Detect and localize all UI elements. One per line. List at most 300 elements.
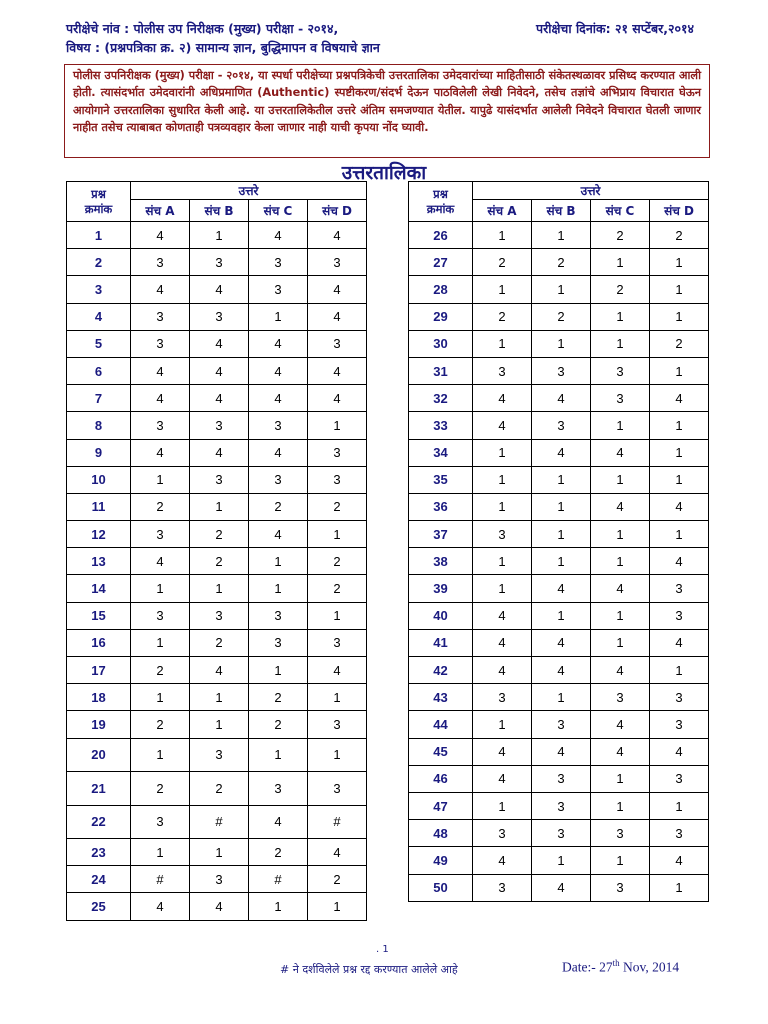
question-number: 49: [409, 847, 473, 874]
table-row: [409, 738, 709, 765]
answer-set-b: 3: [532, 820, 591, 847]
table-row: [67, 548, 367, 575]
answer-set-b: 1: [190, 839, 249, 866]
answer-set-b: 1: [190, 493, 249, 520]
answer-set-a: 3: [131, 805, 190, 839]
question-number: 44: [409, 711, 473, 738]
answer-set-b: 3: [190, 866, 249, 893]
answer-set-d: 3: [650, 711, 709, 738]
question-number: 47: [409, 792, 473, 819]
answer-set-c: 1: [591, 521, 650, 548]
answer-set-a: 2: [131, 493, 190, 520]
table-row: [409, 792, 709, 819]
answer-set-b: 1: [532, 466, 591, 493]
question-number: 7: [67, 385, 131, 412]
answer-set-c: 3: [249, 276, 308, 303]
answer-set-a: 4: [131, 276, 190, 303]
answer-set-d: 4: [650, 629, 709, 656]
answer-set-b: 2: [190, 629, 249, 656]
answer-set-c: 2: [249, 493, 308, 520]
answer-set-c: 3: [249, 466, 308, 493]
answer-set-a: 1: [473, 330, 532, 357]
answer-set-c: 3: [591, 357, 650, 384]
answer-set-b: 4: [190, 439, 249, 466]
table-row: [67, 738, 367, 772]
answer-set-d: 1: [650, 466, 709, 493]
table-row: [409, 493, 709, 520]
revision-notice: पोलीस उपनिरीक्षक (मुख्य) परीक्षा - २०१४, या स्पर्धा परीक्षेच्या प्रश्नपत्रिकेची उत्तरतालिका उमेदवारांच्या माहितीसाठी संकेतस्थळावर प्रसिध्द करण्यात आली होती. त्यासंदर्भात उमेदवारांनी अधिप्रमाणित (Authentic) स्पष्टीकरण/संदर्भ देऊन पाठविलेली लेखी निवेदने, तसेच तज्ञांचे अभिप्राय विचारात घेऊन आयोगाने उत्तरतालिका सुधारित केली आहे. या उत्तरतालिकेतील उत्तरे अंतिम समजण्यात येतील. यापुढे यासंदर्भात आलेली निवेदने विचारात घेतली जाणार नाहीत तसेच त्याबाबत कोणताही पत्रव्यवहार केला जाणार नाही याची कृपया नोंद घ्यावी.: [64, 64, 710, 158]
answer-set-b: 3: [532, 792, 591, 819]
answer-set-d: 3: [308, 711, 367, 738]
question-number: 26: [409, 222, 473, 249]
answer-set-b: 2: [190, 548, 249, 575]
question-number: 48: [409, 820, 473, 847]
answer-set-d: 4: [650, 847, 709, 874]
header-set-c: संच C: [249, 200, 308, 222]
answer-set-d: 2: [308, 866, 367, 893]
question-number: 32: [409, 385, 473, 412]
question-number: 35: [409, 466, 473, 493]
table-row: [67, 602, 367, 629]
answer-set-a: 2: [131, 657, 190, 684]
question-number: 46: [409, 765, 473, 792]
answer-set-c: 1: [591, 330, 650, 357]
question-number: 39: [409, 575, 473, 602]
table-row: [409, 711, 709, 738]
answer-set-a: 1: [131, 738, 190, 772]
table-row: [67, 684, 367, 711]
answer-set-a: 1: [473, 466, 532, 493]
answer-set-a: 3: [473, 820, 532, 847]
table-row: [67, 893, 367, 920]
answer-set-d: #: [308, 805, 367, 839]
table-row: [409, 385, 709, 412]
answer-set-c: 3: [591, 385, 650, 412]
answer-set-b: 3: [532, 765, 591, 792]
answer-set-d: 4: [650, 738, 709, 765]
answer-set-a: 2: [473, 303, 532, 330]
answer-set-c: #: [249, 866, 308, 893]
answer-set-a: 3: [131, 412, 190, 439]
table-row: [409, 575, 709, 602]
table-row: [409, 521, 709, 548]
answer-set-a: 3: [131, 602, 190, 629]
answer-set-b: 3: [532, 357, 591, 384]
answer-set-a: 4: [473, 602, 532, 629]
answer-set-c: 4: [249, 521, 308, 548]
answer-set-c: 2: [249, 711, 308, 738]
question-number: 45: [409, 738, 473, 765]
answer-set-d: 1: [308, 521, 367, 548]
header-set-b: संच B: [532, 200, 591, 222]
question-number: 50: [409, 874, 473, 901]
answer-set-d: 2: [308, 575, 367, 602]
answer-set-b: 2: [190, 521, 249, 548]
answer-set-b: 4: [532, 657, 591, 684]
table-row: [67, 330, 367, 357]
answer-set-d: 3: [308, 466, 367, 493]
question-number: 40: [409, 602, 473, 629]
answer-set-c: 4: [249, 222, 308, 249]
answer-set-d: 1: [308, 738, 367, 772]
answer-set-c: 2: [591, 276, 650, 303]
answer-set-d: 1: [650, 521, 709, 548]
answer-set-c: 4: [591, 493, 650, 520]
answer-set-c: 1: [591, 602, 650, 629]
answer-set-b: 4: [532, 629, 591, 656]
answer-set-d: 3: [650, 602, 709, 629]
question-number: 15: [67, 602, 131, 629]
question-number: 2: [67, 249, 131, 276]
answer-set-c: 3: [591, 820, 650, 847]
answer-set-a: 1: [473, 548, 532, 575]
table-row: [67, 276, 367, 303]
exam-subject: विषय : (प्रश्नपत्रिका क्र. २) सामान्य ज्ञान, बुद्धिमापन व विषयाचे ज्ञान: [66, 40, 380, 55]
table-row: [409, 330, 709, 357]
answer-set-d: 3: [650, 820, 709, 847]
answer-set-a: 1: [131, 629, 190, 656]
question-number: 11: [67, 493, 131, 520]
table-row: [67, 805, 367, 839]
table-row: [409, 874, 709, 901]
answer-set-b: 4: [190, 276, 249, 303]
answer-set-b: 1: [532, 330, 591, 357]
answer-set-b: 4: [190, 385, 249, 412]
answer-set-a: 4: [131, 548, 190, 575]
answer-set-a: 4: [131, 357, 190, 384]
answer-set-c: 1: [249, 657, 308, 684]
answer-set-d: 4: [308, 303, 367, 330]
answer-set-b: 4: [532, 575, 591, 602]
question-number: 37: [409, 521, 473, 548]
answer-set-a: 1: [131, 466, 190, 493]
table-row: [409, 820, 709, 847]
table-row: [409, 249, 709, 276]
table-row: [67, 839, 367, 866]
answer-set-a: 4: [131, 439, 190, 466]
table-row: [409, 357, 709, 384]
answer-set-c: 3: [591, 874, 650, 901]
revision-date: Date:- 27th Nov, 2014: [562, 958, 680, 975]
answer-set-b: 3: [190, 303, 249, 330]
answer-set-a: 1: [131, 839, 190, 866]
answer-set-c: 1: [591, 249, 650, 276]
answer-set-c: 1: [591, 792, 650, 819]
answer-set-a: 1: [473, 792, 532, 819]
answer-set-b: 1: [532, 602, 591, 629]
answer-set-d: 1: [650, 276, 709, 303]
table-row: [67, 575, 367, 602]
answer-set-b: 1: [532, 548, 591, 575]
answer-set-a: 4: [473, 765, 532, 792]
table-row: [409, 276, 709, 303]
answer-set-d: 3: [308, 249, 367, 276]
answer-set-d: 3: [308, 772, 367, 806]
table-row: [67, 412, 367, 439]
table-row: [67, 249, 367, 276]
answer-set-b: 1: [190, 711, 249, 738]
question-number: 30: [409, 330, 473, 357]
answer-set-d: 1: [308, 684, 367, 711]
answer-set-c: 1: [591, 629, 650, 656]
answer-set-b: 1: [532, 521, 591, 548]
answer-set-b: 1: [532, 276, 591, 303]
table-row: [409, 629, 709, 656]
question-number: 43: [409, 684, 473, 711]
question-number: 3: [67, 276, 131, 303]
answer-set-b: 4: [190, 657, 249, 684]
table-row: [67, 493, 367, 520]
answer-set-c: 4: [249, 385, 308, 412]
question-number: 33: [409, 412, 473, 439]
answer-set-b: 1: [190, 684, 249, 711]
answer-set-c: 4: [249, 439, 308, 466]
answer-set-d: 1: [650, 412, 709, 439]
answer-set-a: 3: [473, 357, 532, 384]
answer-set-a: 4: [473, 657, 532, 684]
question-number: 27: [409, 249, 473, 276]
answer-set-c: 1: [249, 303, 308, 330]
answer-set-c: 1: [591, 303, 650, 330]
answer-set-b: 4: [190, 357, 249, 384]
answer-set-d: 1: [650, 357, 709, 384]
table-row: [409, 439, 709, 466]
exam-name: परीक्षेचे नांव : पोलीस उप निरीक्षक (मुख्य) परीक्षा - २०१४,: [66, 21, 339, 36]
answer-set-b: 1: [532, 847, 591, 874]
answer-set-a: 1: [473, 222, 532, 249]
question-number: 9: [67, 439, 131, 466]
answer-set-c: 1: [249, 548, 308, 575]
answer-set-a: 1: [473, 439, 532, 466]
answer-set-d: 4: [308, 657, 367, 684]
table-row: [409, 657, 709, 684]
answer-set-c: 3: [249, 629, 308, 656]
question-number: 14: [67, 575, 131, 602]
table-row: [409, 847, 709, 874]
answer-set-d: 3: [308, 629, 367, 656]
question-number: 29: [409, 303, 473, 330]
question-number: 36: [409, 493, 473, 520]
table-row: [67, 521, 367, 548]
question-number: 12: [67, 521, 131, 548]
question-number: 22: [67, 805, 131, 839]
table-row: [409, 412, 709, 439]
answer-set-a: 3: [131, 249, 190, 276]
answer-set-d: 3: [308, 439, 367, 466]
answer-set-b: 4: [532, 874, 591, 901]
answer-set-d: 3: [308, 330, 367, 357]
table-row: [67, 772, 367, 806]
answer-set-b: 3: [190, 602, 249, 629]
answer-set-a: 1: [131, 575, 190, 602]
answer-set-d: 4: [308, 222, 367, 249]
question-number: 34: [409, 439, 473, 466]
answer-set-b: 2: [190, 772, 249, 806]
question-number: 41: [409, 629, 473, 656]
table-row: [67, 222, 367, 249]
answer-set-a: 3: [131, 521, 190, 548]
answer-set-a: 4: [473, 412, 532, 439]
question-number: 31: [409, 357, 473, 384]
question-number: 25: [67, 893, 131, 920]
answer-set-a: 1: [473, 575, 532, 602]
table-row: [67, 657, 367, 684]
question-number: 18: [67, 684, 131, 711]
answer-key-table-right: [408, 181, 709, 902]
answer-set-c: 1: [249, 738, 308, 772]
answer-set-a: 3: [473, 521, 532, 548]
answer-set-b: 3: [190, 412, 249, 439]
answer-set-c: 3: [591, 684, 650, 711]
answer-set-a: 4: [131, 222, 190, 249]
header-set-d: संच D: [650, 200, 709, 222]
question-number: 17: [67, 657, 131, 684]
table-row: [67, 711, 367, 738]
table-row: [409, 466, 709, 493]
answer-set-c: 4: [249, 330, 308, 357]
answer-set-d: 4: [650, 493, 709, 520]
answer-set-a: 4: [473, 385, 532, 412]
answer-set-c: 1: [591, 412, 650, 439]
answer-set-c: 3: [249, 602, 308, 629]
answer-set-c: 1: [249, 893, 308, 920]
answer-set-d: 3: [650, 684, 709, 711]
answer-set-d: 1: [308, 412, 367, 439]
answer-set-d: 1: [308, 893, 367, 920]
answer-set-d: 1: [308, 602, 367, 629]
page-title: उत्तरतालिका: [341, 162, 427, 184]
question-number: 10: [67, 466, 131, 493]
answer-set-b: 1: [532, 222, 591, 249]
answer-set-c: 1: [591, 847, 650, 874]
answer-set-b: 1: [532, 493, 591, 520]
answer-set-a: 3: [473, 684, 532, 711]
answer-set-c: 4: [591, 738, 650, 765]
answer-set-d: 4: [308, 357, 367, 384]
answer-set-d: 4: [650, 548, 709, 575]
answer-set-d: 1: [650, 657, 709, 684]
question-number: 20: [67, 738, 131, 772]
answer-set-b: 3: [190, 738, 249, 772]
answer-set-b: 2: [532, 249, 591, 276]
answer-set-d: 1: [650, 249, 709, 276]
question-number: 16: [67, 629, 131, 656]
question-number: 21: [67, 772, 131, 806]
answer-set-c: 2: [249, 684, 308, 711]
answer-set-a: 1: [473, 493, 532, 520]
answer-set-a: 3: [131, 330, 190, 357]
answer-set-c: 3: [249, 412, 308, 439]
answer-set-a: 4: [131, 893, 190, 920]
header-answers: उत्तरे: [473, 182, 709, 200]
answer-set-a: 2: [473, 249, 532, 276]
answer-set-a: #: [131, 866, 190, 893]
answer-set-c: 2: [249, 839, 308, 866]
header-set-a: संच A: [473, 200, 532, 222]
answer-set-d: 4: [650, 385, 709, 412]
answer-set-b: 1: [190, 222, 249, 249]
answer-set-c: 4: [591, 711, 650, 738]
exam-date: परीक्षेचा दिनांक: २१ सप्टेंबर,२०१४: [536, 21, 694, 36]
answer-set-d: 2: [650, 330, 709, 357]
answer-set-d: 2: [308, 493, 367, 520]
answer-set-d: 4: [308, 839, 367, 866]
question-number: 24: [67, 866, 131, 893]
answer-set-a: 1: [131, 684, 190, 711]
answer-set-b: 3: [532, 412, 591, 439]
table-row: [67, 866, 367, 893]
answer-set-d: 1: [650, 303, 709, 330]
table-row: [409, 765, 709, 792]
answer-set-d: 1: [650, 439, 709, 466]
answer-set-c: 4: [249, 357, 308, 384]
question-number: 28: [409, 276, 473, 303]
answer-set-c: 3: [249, 249, 308, 276]
question-number: 1: [67, 222, 131, 249]
header-question-number: प्रश्न क्रमांक: [67, 182, 131, 222]
table-row: [67, 385, 367, 412]
header-set-c: संच C: [591, 200, 650, 222]
answer-set-b: 1: [532, 684, 591, 711]
answer-set-a: 2: [131, 772, 190, 806]
answer-set-b: 4: [532, 439, 591, 466]
answer-set-b: 1: [190, 575, 249, 602]
answer-set-d: 2: [650, 222, 709, 249]
answer-set-a: 1: [473, 276, 532, 303]
table-row: [409, 222, 709, 249]
answer-set-c: 4: [249, 805, 308, 839]
answer-set-d: 4: [308, 385, 367, 412]
header-set-a: संच A: [131, 200, 190, 222]
answer-set-a: 3: [473, 874, 532, 901]
answer-set-d: 2: [308, 548, 367, 575]
question-number: 42: [409, 657, 473, 684]
answer-set-b: #: [190, 805, 249, 839]
question-number: 23: [67, 839, 131, 866]
answer-set-c: 1: [591, 765, 650, 792]
table-row: [67, 466, 367, 493]
table-row: [67, 303, 367, 330]
table-row: [409, 602, 709, 629]
answer-set-c: 1: [249, 575, 308, 602]
answer-set-b: 3: [532, 711, 591, 738]
answer-set-b: 3: [190, 249, 249, 276]
header-answers: उत्तरे: [131, 182, 367, 200]
table-row: [67, 629, 367, 656]
page-number: . 1: [376, 944, 389, 955]
header-set-d: संच D: [308, 200, 367, 222]
answer-set-d: 3: [650, 575, 709, 602]
answer-set-a: 3: [131, 303, 190, 330]
answer-set-a: 4: [473, 847, 532, 874]
answer-key-table-left: [66, 181, 367, 921]
question-number: 4: [67, 303, 131, 330]
answer-set-b: 4: [532, 385, 591, 412]
table-row: [67, 357, 367, 384]
question-number: 19: [67, 711, 131, 738]
answer-set-c: 4: [591, 439, 650, 466]
question-number: 38: [409, 548, 473, 575]
answer-set-d: 1: [650, 792, 709, 819]
table-row: [409, 548, 709, 575]
question-number: 6: [67, 357, 131, 384]
header-set-b: संच B: [190, 200, 249, 222]
table-row: [409, 303, 709, 330]
answer-set-a: 4: [473, 738, 532, 765]
answer-set-c: 4: [591, 657, 650, 684]
answer-set-c: 2: [591, 222, 650, 249]
answer-set-a: 4: [473, 629, 532, 656]
